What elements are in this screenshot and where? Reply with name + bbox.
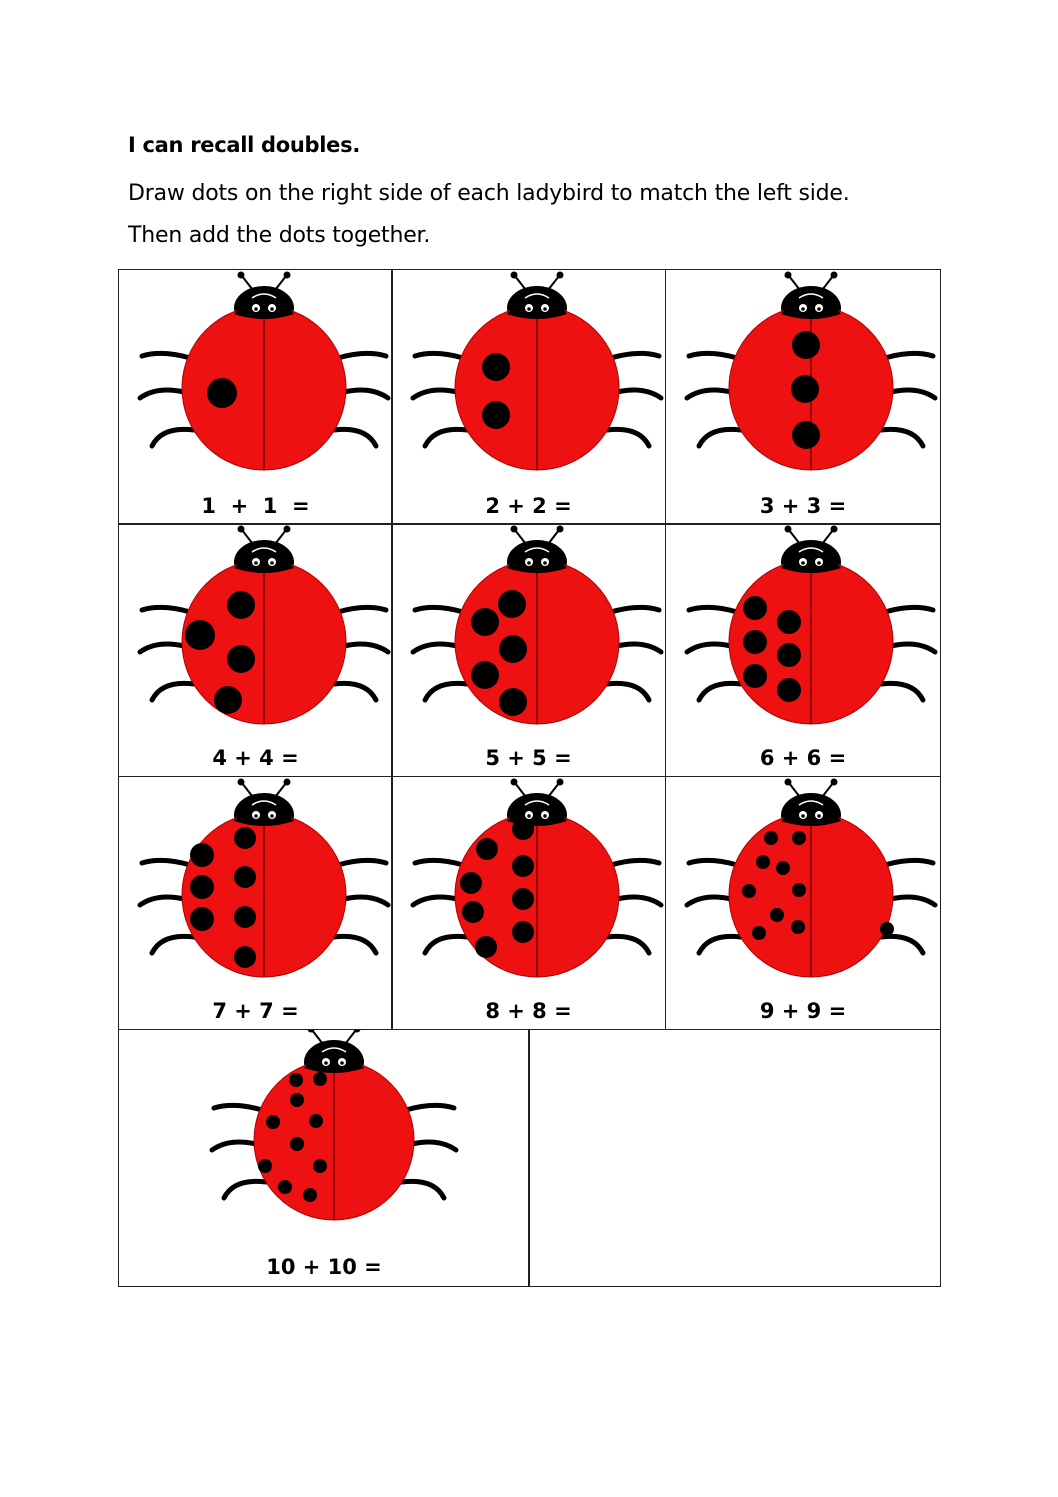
ladybird-spot xyxy=(791,375,819,403)
ladybird-spot xyxy=(792,331,820,359)
doubles-cell-5[interactable] xyxy=(391,523,666,777)
ladybird-icon xyxy=(119,1030,531,1288)
ladybird-grid xyxy=(118,269,941,1287)
ladybird-spot xyxy=(303,1188,317,1202)
ladybird-spot xyxy=(777,643,801,667)
ladybird-spot xyxy=(476,838,498,860)
doubles-cell-7[interactable] xyxy=(118,776,393,1030)
ladybird-spot xyxy=(756,855,770,869)
ladybird-spot xyxy=(266,1115,280,1129)
ladybird-icon xyxy=(666,270,942,526)
equation-label: 2 + 2 = xyxy=(485,494,572,518)
ladybird-spot xyxy=(777,678,801,702)
ladybird-spot xyxy=(499,635,527,663)
ladybird-drawing xyxy=(687,779,935,978)
ladybird-spot xyxy=(190,875,214,899)
ladybird-spot xyxy=(743,596,767,620)
ladybird-drawing xyxy=(212,1030,456,1220)
ladybird-spot xyxy=(234,827,256,849)
ladybird-drawing xyxy=(687,272,935,471)
equation-label: 8 + 8 = xyxy=(485,999,572,1023)
ladybird-drawing xyxy=(413,526,661,725)
ladybird-spot xyxy=(499,688,527,716)
equation-label: 5 + 5 = xyxy=(485,746,572,770)
ladybird-spot xyxy=(498,590,526,618)
worksheet-title: I can recall doubles. xyxy=(128,133,360,157)
ladybird-spot xyxy=(313,1072,327,1086)
ladybird-spot xyxy=(512,921,534,943)
ladybird-icon xyxy=(119,524,394,778)
ladybird-icon xyxy=(119,270,394,526)
ladybird-spot xyxy=(460,872,482,894)
equation-label: 1 + 1 = xyxy=(201,494,310,518)
doubles-cell-4[interactable] xyxy=(118,523,393,777)
ladybird-spot xyxy=(227,645,255,673)
ladybird-spot xyxy=(471,608,499,636)
instruction-line-2: Then add the dots together. xyxy=(128,223,431,248)
equation-label: 6 + 6 = xyxy=(759,746,847,770)
instruction-line-1: Draw dots on the right side of each ladybird to match the left side. xyxy=(128,181,850,206)
ladybird-spot xyxy=(792,831,806,845)
ladybird-spot xyxy=(791,920,805,934)
ladybird-drawing xyxy=(687,526,935,725)
ladybird-spot xyxy=(512,888,534,910)
ladybird-icon xyxy=(666,524,942,778)
ladybird-spot xyxy=(462,901,484,923)
empty-cell xyxy=(528,1029,941,1287)
ladybird-spot xyxy=(512,855,534,877)
ladybird-tail-spot xyxy=(880,922,894,936)
ladybird-icon xyxy=(392,524,667,778)
ladybird-spot xyxy=(185,620,215,650)
ladybird-spot xyxy=(752,926,766,940)
doubles-cell-1[interactable] xyxy=(118,269,393,525)
ladybird-spot xyxy=(290,1137,304,1151)
ladybird-spot xyxy=(777,610,801,634)
ladybird-icon xyxy=(392,270,667,526)
ladybird-icon xyxy=(666,777,942,1031)
ladybird-spot xyxy=(289,1073,303,1087)
equation-label: 9 + 9 = xyxy=(759,999,847,1023)
ladybird-spot xyxy=(792,421,820,449)
ladybird-icon xyxy=(119,777,394,1031)
ladybird-spot xyxy=(214,686,242,714)
ladybird-spot xyxy=(743,630,767,654)
ladybird-spot xyxy=(227,591,255,619)
ladybird-spot xyxy=(764,831,778,845)
ladybird-spot xyxy=(482,401,510,429)
ladybird-drawing xyxy=(413,779,661,978)
ladybird-spot xyxy=(234,906,256,928)
ladybird-spot xyxy=(792,883,806,897)
ladybird-spot xyxy=(258,1159,272,1173)
doubles-cell-6[interactable] xyxy=(665,523,941,777)
ladybird-spot xyxy=(207,378,237,408)
ladybird-spot xyxy=(475,936,497,958)
ladybird-spot xyxy=(309,1114,323,1128)
ladybird-drawing xyxy=(140,779,388,978)
ladybird-spot xyxy=(512,818,534,840)
equation-label: 7 + 7 = xyxy=(212,999,299,1023)
ladybird-spot xyxy=(234,866,256,888)
ladybird-spot xyxy=(742,884,756,898)
ladybird-drawing xyxy=(140,526,388,725)
ladybird-icon xyxy=(392,777,667,1031)
ladybird-spot xyxy=(234,946,256,968)
ladybird-spot xyxy=(743,664,767,688)
doubles-cell-8[interactable] xyxy=(391,776,666,1030)
ladybird-spot xyxy=(770,908,784,922)
ladybird-spot xyxy=(482,353,510,381)
ladybird-spot xyxy=(190,843,214,867)
doubles-cell-9[interactable] xyxy=(665,776,941,1030)
ladybird-spot xyxy=(313,1159,327,1173)
equation-label: 3 + 3 = xyxy=(759,494,847,518)
ladybird-spot xyxy=(290,1093,304,1107)
doubles-cell-3[interactable] xyxy=(665,269,941,525)
equation-label: 10 + 10 = xyxy=(266,1255,382,1279)
doubles-cell-10[interactable] xyxy=(118,1029,530,1287)
ladybird-spot xyxy=(278,1180,292,1194)
ladybird-drawing xyxy=(140,272,388,471)
equation-label: 4 + 4 = xyxy=(212,746,299,770)
ladybird-spot xyxy=(190,907,214,931)
ladybird-spot xyxy=(776,861,790,875)
ladybird-spot xyxy=(471,661,499,689)
doubles-cell-2[interactable] xyxy=(391,269,666,525)
ladybird-drawing xyxy=(413,272,661,471)
